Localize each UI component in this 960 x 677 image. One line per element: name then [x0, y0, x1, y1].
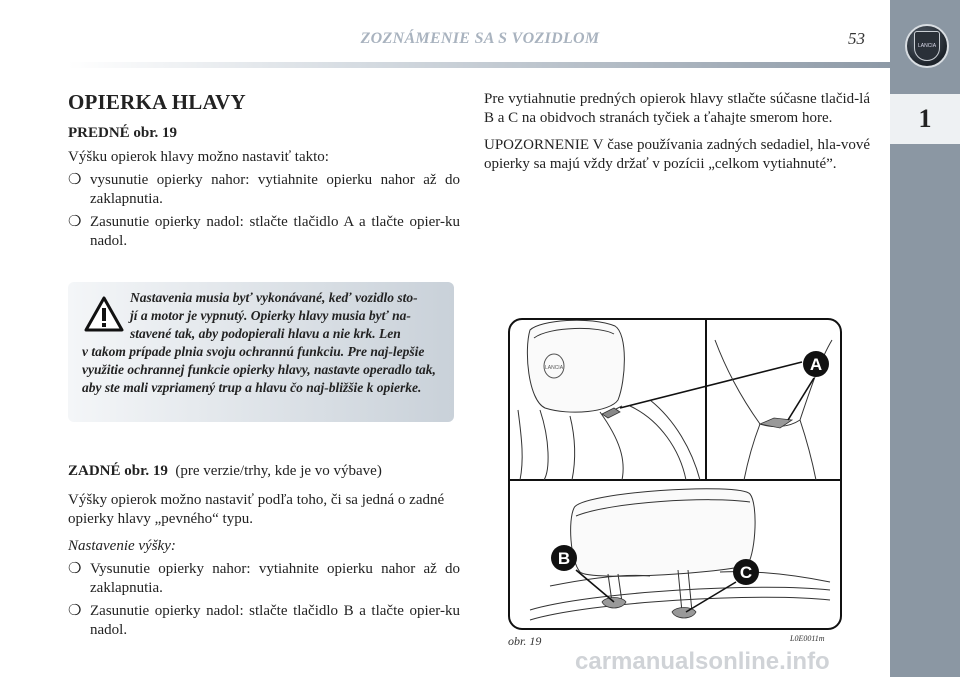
section-header-title: ZOZNÁMENIE SA S VOZIDLOM: [360, 30, 600, 47]
rear-section: [68, 462, 460, 640]
header-divider: [68, 62, 890, 68]
figure-caption: obr. 19: [508, 634, 542, 648]
warning-line: jí a motor je vypnutý. Opierky hlavy musia byť na-: [130, 308, 411, 323]
front-headrest-drawing: [518, 320, 700, 480]
list-item: [68, 560, 460, 598]
warning-line: stavené tak, aby podopierali hlavu a nie krk. Len: [130, 326, 401, 341]
bullet-icon: ❍: [68, 603, 82, 619]
leader-line-a: [620, 362, 802, 408]
leader-line-a2: [788, 378, 814, 420]
logo-shield: LANCIA: [914, 31, 940, 61]
watermark: carmanualsonline.info: [575, 648, 830, 675]
left-column: [68, 88, 460, 251]
rear-adjust-heading: Nastavenie výšky:: [68, 538, 176, 554]
label-a: A: [809, 355, 823, 374]
bullet-icon: ❍: [68, 561, 82, 577]
list-item-text: Zasunutie opierky nadol: stlačte tlačidlo A a tlačte opier-ku nadol.: [90, 214, 460, 249]
rear-subheading: ZADNÉ obr. 19: [68, 463, 168, 479]
rear-intro: Výšky opierok možno nastaviť podľa toho, či sa jedná o zadné opierky hlavy „pevného“ typu.: [68, 492, 445, 527]
warning-line: v takom prípade plnia svoju ochrannú funkciu. Pre naj-lepšie využitie ochrannej funkcie opierky hlavy, nastavte operadlo tak, aby ste mali vzpriamený trup a hlavu čo naj-bližšie k opierke.: [82, 344, 436, 395]
front-removal-paragraph: Pre vytiahnutie predných opierok hlavy stlačte súčasne tlačid-lá B a C na obidvoch stranách tyčiek a ťahajte smerom hore.: [484, 91, 870, 126]
warning-line: Nastavenia musia byť vykonávané, keď vozidlo sto-: [130, 290, 418, 305]
label-c: C: [739, 563, 753, 582]
list-item-text: Zasunutie opierky nadol: stlačte tlačidlo B a tlačte opier-ku nadol.: [90, 603, 460, 638]
headrest-logo-text: LANCIA: [544, 365, 564, 371]
rear-title-line: [68, 462, 460, 481]
lancia-logo-icon: [905, 24, 949, 68]
leader-line-c: [686, 582, 736, 612]
right-column: [484, 88, 870, 174]
button-b: [602, 598, 626, 609]
list-item: [68, 213, 460, 251]
notice-paragraph: UPOZORNENIE V čase používania zadných sedadiel, hla-vové opierky sa majú vždy držať v pozícii „celkom vytiahnuté”.: [484, 137, 870, 172]
bullet-icon: ❍: [68, 214, 82, 230]
chapter-tab[interactable]: 1: [890, 94, 960, 144]
list-item-text: vysunutie opierky nahor: vytiahnite opierku nahor až do zaklapnutia.: [90, 172, 460, 207]
button-a-large: [760, 418, 792, 428]
warning-text: [68, 289, 440, 397]
list-item: [68, 171, 460, 209]
rear-title-note: (pre verzie/trhy, kde je vo výbave): [175, 463, 382, 479]
front-intro: Výšku opierok hlavy možno nastaviť takto:: [68, 149, 329, 165]
warning-box: [68, 282, 454, 422]
section-heading: OPIERKA HLAVY: [68, 90, 246, 114]
figure-code: L0E0011m: [790, 634, 825, 643]
label-b: B: [557, 549, 571, 568]
list-item: [68, 602, 460, 640]
page-number: 53: [848, 29, 865, 48]
list-item-text: Vysunutie opierky nahor: vytiahnite opierku nahor až do zaklapnutia.: [90, 561, 460, 596]
headrest-figure: [508, 318, 842, 630]
bullet-icon: ❍: [68, 172, 82, 188]
button-a-small: [602, 408, 620, 418]
front-subheading: PREDNÉ obr. 19: [68, 125, 178, 141]
headrest-illustration: [510, 320, 842, 630]
